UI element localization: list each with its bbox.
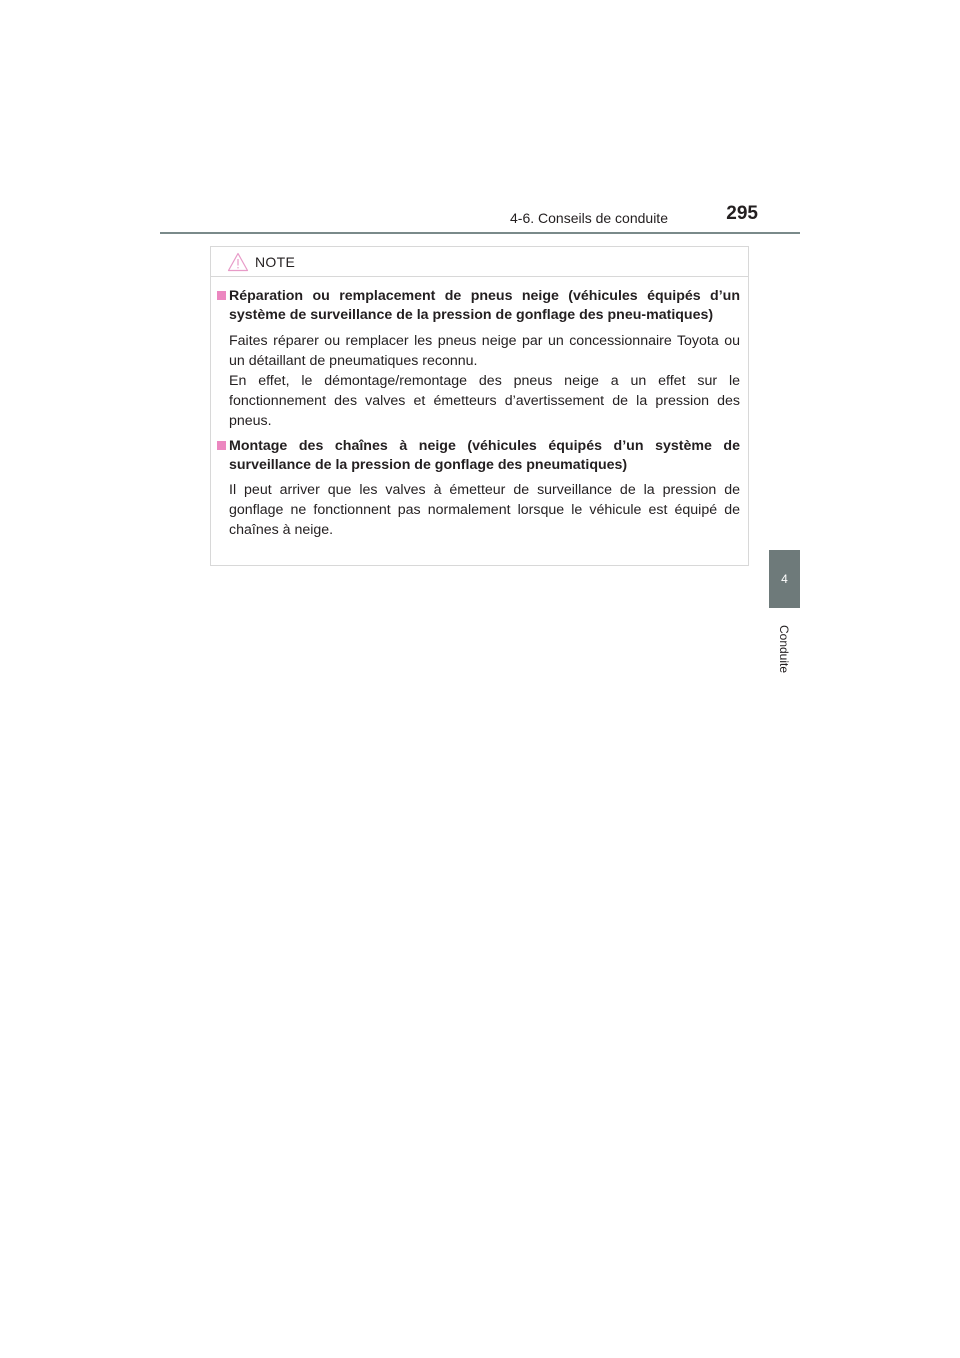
note-box	[210, 246, 749, 566]
square-bullet-icon	[217, 291, 226, 300]
item-heading	[217, 437, 740, 476]
section-title: 4-6. Conseils de conduite	[510, 210, 668, 226]
page-header	[160, 200, 800, 234]
note-item-snow-chains	[217, 437, 740, 541]
item-heading-text: Montage des chaînes à neige (véhicules équipés d’un système de surveillance de la pression de gonflage des pneumatiques)	[229, 437, 740, 473]
page-number: 295	[726, 203, 758, 224]
note-title: NOTE	[255, 254, 296, 270]
chapter-number: 4	[781, 572, 788, 586]
square-bullet-icon	[217, 441, 226, 450]
chapter-label: Conduite	[777, 624, 792, 674]
warning-triangle-icon	[227, 252, 249, 272]
note-body	[211, 277, 748, 540]
chapter-label-container	[768, 618, 800, 680]
paragraph: Faites réparer ou remplacer les pneus neige par un concessionnaire Toyota ou un détaillant de pneumatiques reconnu.	[229, 332, 740, 369]
item-text	[217, 331, 740, 431]
item-heading-text: Réparation ou remplacement de pneus neige (véhicules équipés d’un système de surveillance de la pression de gonflage des pneu-matiques)	[229, 288, 740, 324]
note-header	[211, 247, 748, 277]
chapter-tab	[769, 550, 800, 608]
note-item-snow-tires	[217, 287, 740, 431]
header-rule	[160, 232, 800, 234]
item-heading	[217, 287, 740, 326]
paragraph: En effet, le démontage/remontage des pneus neige a un effet sur le fonctionnement des valves et émetteurs d’avertissement de la pression des pneus.	[229, 372, 740, 429]
paragraph: Il peut arriver que les valves à émetteur de surveillance de la pression de gonflage ne fonctionnent pas normalement lorsque le véhicule est équipé de chaînes à neige.	[229, 482, 740, 539]
item-text	[217, 480, 740, 540]
